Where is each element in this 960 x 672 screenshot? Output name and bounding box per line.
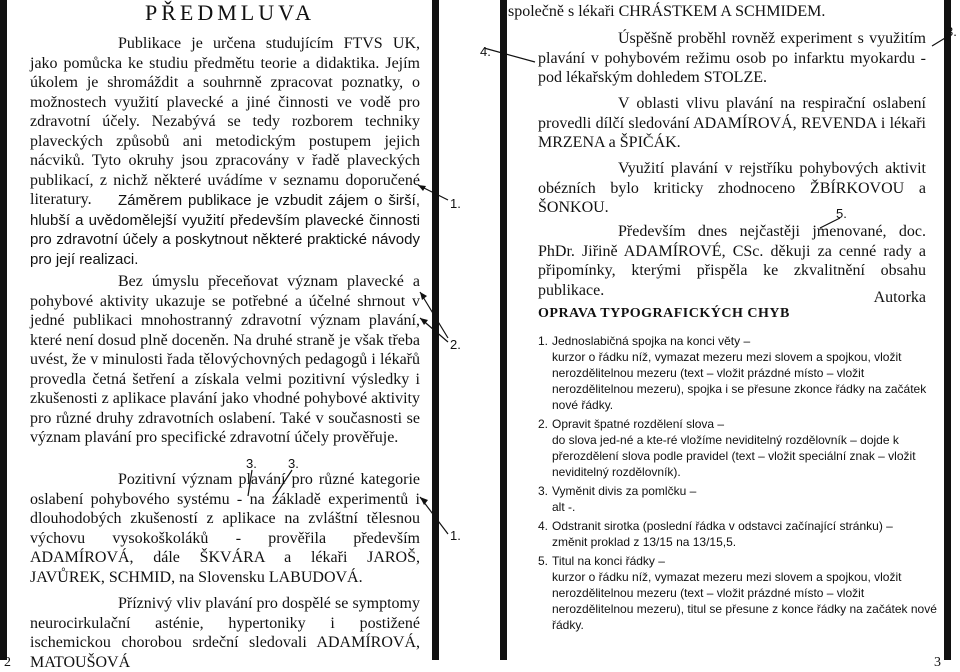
arrow-line (932, 35, 950, 46)
errata-title: Odstranit sirotka (poslední řádka v odstavci začínající stránku) – (552, 519, 893, 533)
arrow-line (275, 470, 292, 496)
left-page-number: 2 (4, 655, 11, 670)
paragraph-obesity: Využití plavání v rejstříku pohybových aktivit obézních bylo kriticky zhodnoceno ŽBÍRKOVOU a ŠONKOU. (538, 160, 926, 216)
page-title: PŘEDMLUVA (145, 0, 316, 25)
author-signature: Autorka (873, 289, 926, 306)
paragraph-respiration: V oblasti vlivu plavání na respirační oslabení provedli dílčí sledování ADAMÍROVÁ, REVENDA i lékaři MRZENA a ŠPIČÁK. (538, 95, 926, 151)
errata-item: 3. Vyměnit divis za pomlčku – alt -. (538, 483, 938, 515)
paragraph-thanks: Především dnes nejčastěji jmenované, doc. PhDr. Jiřině ADAMÍROVÉ, CSc. děkuji za cenné rady a připomínky, kterými přispěla ke zkvalitnění obsahu publikace. (538, 223, 926, 299)
paragraph-continuation: společně s lékaři CHRÁSTKEM A SCHMIDEM. (508, 3, 826, 20)
errata-item: 1. Jednoslabičná spojka na konci věty – kurzor o řádku níž, vymazat mezeru mezi slovem a spojkou, vložit nerozdělitelnou mezeru (text – vložit prázdné místo – vložit nerozdělitelnou mezeru), spojka i se přesune zkonce řádky na začátek nové řádky. (538, 333, 938, 413)
errata-heading: OPRAVA TYPOGRAFICKÝCH CHYB (538, 306, 790, 321)
margin-mark-2: 2. (450, 337, 461, 352)
arrowhead (420, 497, 428, 505)
margin-mark-1: 1. (450, 196, 461, 211)
arrow-line (420, 292, 448, 338)
arrow-line (820, 218, 840, 228)
paragraph-positive: Pozitivní význam plavání pro různé kategorie oslabení pohybového systému - na základě experimentů i dlouhodobých zkušeností z aplikace na zvláštní tělesnou výchovu vysokoškoláků - prověřila především ADAMÍROVÁ, dále ŠKVÁRA a lékaři JAROŠ, JAVŮREK, SCHMID, na Slovensku LABUDOVÁ. (30, 471, 420, 586)
paragraph-aim: Záměrem publikace je vzbudit zájem o širší, hlubší a uvědomělejší využití především plavecké činnosti pro zdravotní účely a poskytnout některé praktické návody pro její realizaci. (30, 192, 420, 268)
paragraph-significance: Bez úmyslu přeceňovat význam plavecké a pohybové aktivity ukazuje se potřebné a účelné shrnout v jedné publikaci mnohostranný zdravotní význam plavání, které není dosud plně doceněn. Na druhé straně je však třeba uvést, že v minulosti řada tělovýchovných pedagogů i lékařů provedla četná šetření a získala velmi pozitivní výsledky i zkušenosti z aplikace plavání jako vhodné pohybové aktivity pro různé druhy zdravotních oslabení. Také v současnosti se význam plavání pro specifické zdravotní účely prověřuje. (30, 273, 420, 446)
errata-desc: změnit proklad z 13/15 na 13/15,5. (552, 535, 737, 549)
arrowhead (418, 185, 426, 191)
margin-mark-5: 3. (288, 456, 299, 471)
margin-mark-right-3: 3. (946, 24, 957, 39)
paragraph-adults: Příznivý vliv plavání pro dospělé se symptomy neurocirkulační asténie, hypertoniky i postižené ischemickou chorobou srdeční sledovali ADAMÍROVÁ, MATOUŠOVÁ (30, 595, 420, 671)
right-page-number: 3 (934, 655, 941, 670)
paragraph-infarct: Úspěšně proběhl rovněž experiment s využitím plavání v pohybovém režimu osob po infarktu myokardu - pod lékařským dohledem STOLZE. (538, 30, 926, 86)
arrow-line (484, 48, 535, 62)
margin-mark-3: 1. (450, 528, 461, 543)
errata-title: Jednoslabičná spojka na konci věty – (552, 334, 751, 348)
arrowhead (420, 292, 427, 300)
errata-title: Titul na konci řádky – (552, 554, 665, 568)
errata-desc: kurzor o řádku níž, vymazat mezeru mezi slovem a spojkou, vložit nerozdělitelnou mezeru (text – vložit prázdné místo – vložit nerozdělitelnou mezeru), spojka i se přesune zkonce řádky na začátek nové řádky. (552, 350, 927, 412)
errata-title: Vyměnit divis za pomlčku – (552, 484, 697, 498)
errata-item: 4. Odstranit sirotka (poslední řádka v odstavci začínající stránku) – změnit proklad z 13/15 na 13/15,5. (538, 518, 938, 550)
margin-mark-right-5: 5. (836, 206, 847, 221)
errata-title: Opravit špatné rozdělení slova – (552, 417, 725, 431)
errata-desc: kurzor o řádku níž, vymazat mezeru mezi slovem a spojkou, vložit nerozdělitelnou mezeru (text – vložit prázdné místo – vložit nerozdělitelnou mezeru), titul se přesune z konce řádky na začátek nové řádky. (552, 570, 937, 632)
margin-mark-right-4: 4. (480, 44, 491, 59)
arrow-line (248, 470, 252, 496)
margin-mark-4: 3. (246, 456, 257, 471)
errata-desc: do slova jed-né a kte-ré vložíme neviditelný rozdělovník – dojde k přerozdělení slova podle pravidel (text – vložit speciální znak – vložit neviditelný rozdělovník). (552, 433, 916, 479)
errata-item: 2. Opravit špatné rozdělení slova – do slova jed-né a kte-ré vložíme neviditelný rozdělovník – dojde k přerozdělení slova podle pravidel (text – vložit speciální znak – vložit neviditelný rozdělovník). (538, 416, 938, 480)
errata-desc: alt -. (552, 500, 576, 514)
errata-item: 5. Titul na konci řádky – kurzor o řádku níž, vymazat mezeru mezi slovem a spojkou, vložit nerozdělitelnou mezeru (text – vložit prázdné místo – vložit nerozdělitelnou mezeru), titul se přesune z konce řádky na začátek nové řádky. (538, 554, 937, 632)
paragraph-intro: Publikace je určena studujícím FTVS UK, jako pomůcka ke studiu předmětu teorie a didaktika. Jejím úkolem je shromáždit a souhrnně zpracovat poznatky, o možnostech využití plavecké a jiné činnosti ve vodě pro zdravotní účely. Nezabývá se tedy rozborem techniky plaveckých způsobů ani metodickým postupem jejich nácviků. Tyto okruhy jsou zpracovány v řadě plaveckých publikací, z nichž některé uvádíme v seznamu doporučené literatury. (30, 35, 420, 208)
